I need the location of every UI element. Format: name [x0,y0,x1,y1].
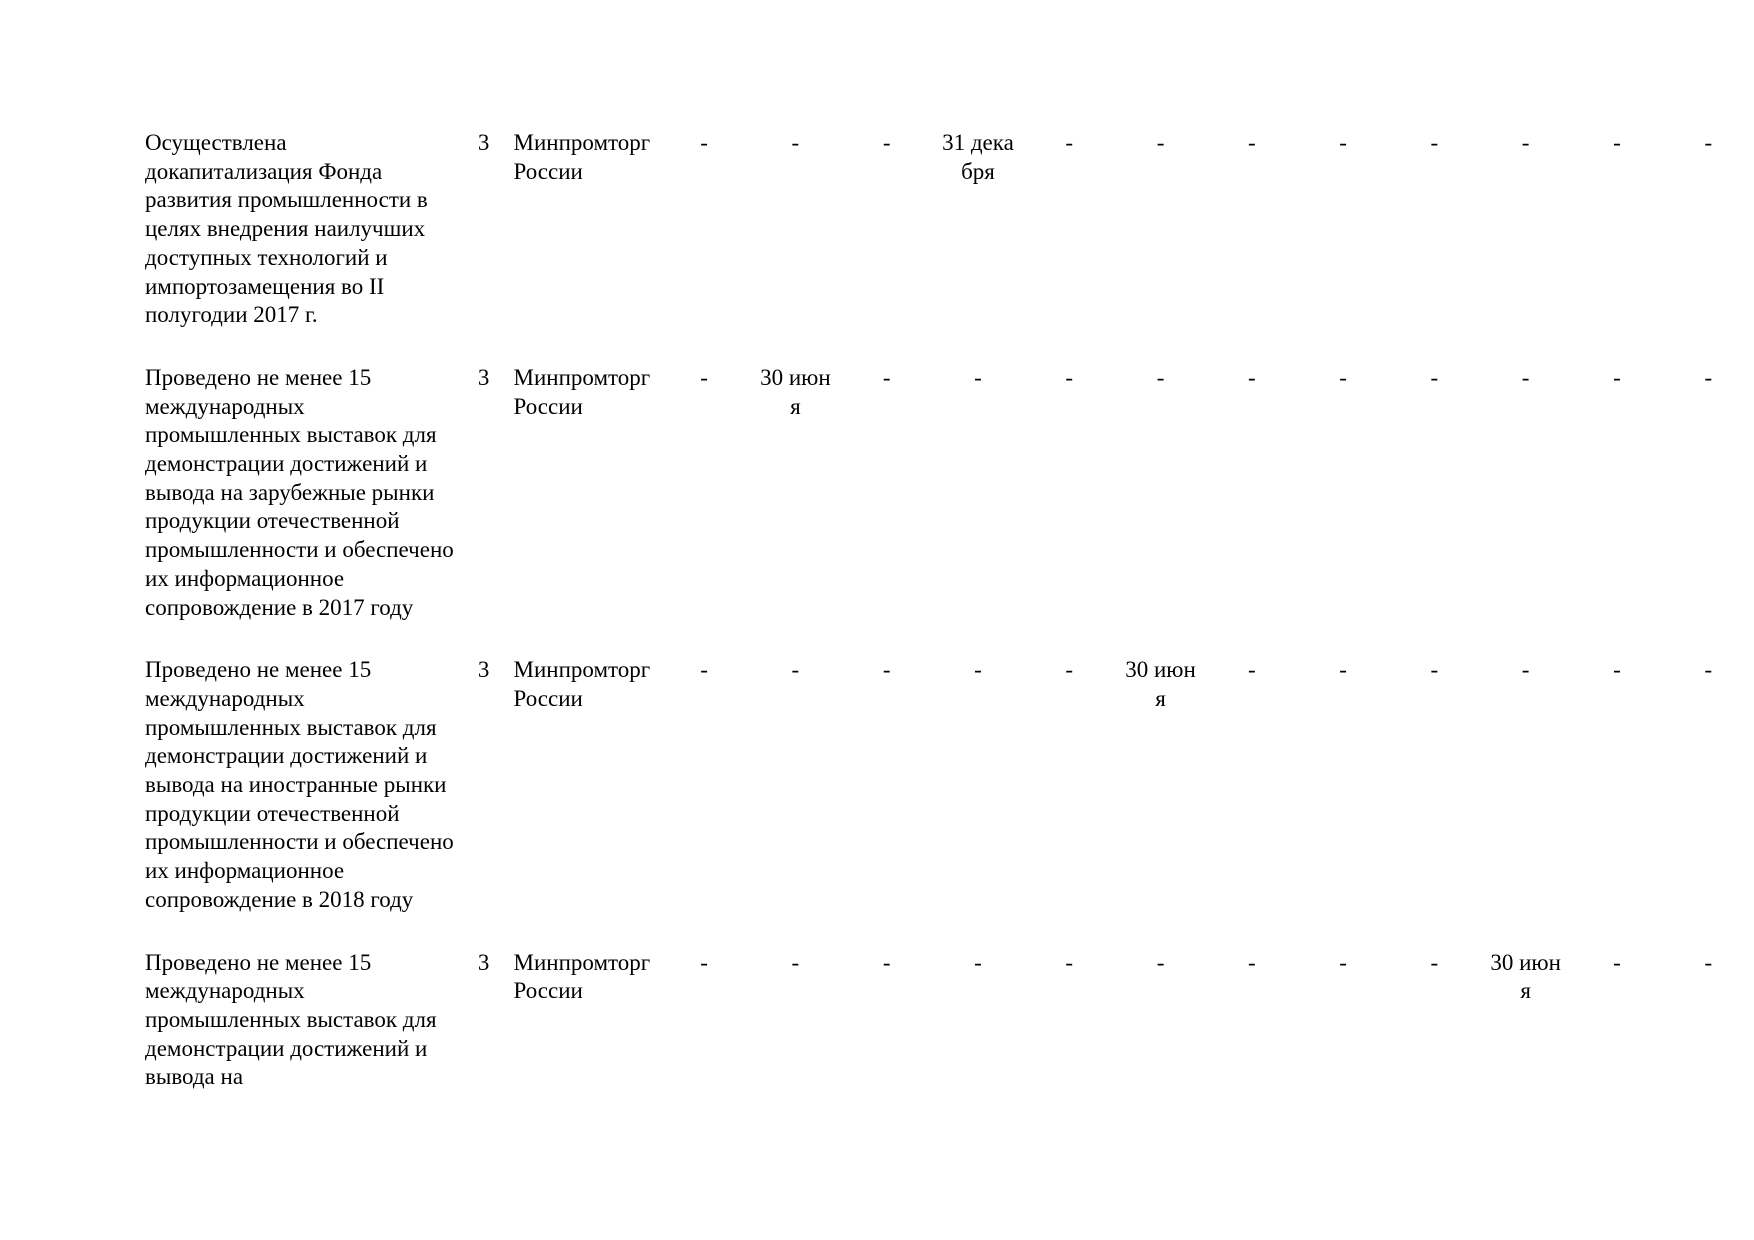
period-cell [1206,364,1297,656]
period-cell [1480,949,1571,1127]
responsible-cell: Минпромторг России [513,130,651,184]
period-cell [1297,949,1388,1127]
period-cell [932,656,1023,948]
event-name-cell: Осуществлена докапитализация Фонда развития промышленности в целях внедрения наилучших доступных технологий и импортозамещения во II полугодии 2017 г. [145,130,428,328]
period-value: - [1430,130,1439,155]
period-value: - [1247,364,1256,390]
period-value: - [1156,949,1165,975]
period-value: - [1613,949,1621,975]
period-cell [658,949,749,1127]
period-cell [1024,129,1115,364]
period-cell [658,656,749,948]
control-level-cell: 3 [477,949,490,975]
table-row [140,364,1754,656]
period-cell [1571,129,1662,364]
period-value: - [1704,949,1713,975]
period-value: - [1430,949,1439,975]
period-value: - [882,949,891,975]
period-value: - [1065,949,1074,975]
period-value: - [1430,364,1439,390]
period-value: - [791,657,800,683]
control-level-cell: 3 [477,130,490,155]
period-value: - [974,657,982,683]
table-row [140,949,1754,1127]
period-cell [658,129,749,364]
period-cell [1297,364,1388,656]
period-cell [1024,656,1115,948]
period-value: - [1704,657,1713,683]
period-cell [750,129,841,364]
event-name-cell: Проведено не менее 15 международных промышленных выставок для демонстрации достижений и вывода на иностранные рынки продукции отечественной промышленности и обеспечено их информационное сопровождение в 2018 году [145,657,454,912]
period-cell [1663,129,1754,364]
period-value: 30 июня [1125,657,1196,711]
period-value: - [700,949,708,975]
period-cell [1206,129,1297,364]
period-cell [932,364,1023,656]
period-cell [1480,129,1571,364]
period-value: - [700,364,708,390]
table-row [140,129,1754,364]
period-cell [658,364,749,656]
responsible-cell: Минпромторг России [513,364,651,419]
period-cell [750,656,841,948]
period-cell [841,364,932,656]
period-value: - [1521,364,1530,390]
period-cell [1389,656,1480,948]
period-value: - [1521,130,1530,155]
period-cell [1024,949,1115,1127]
control-level-cell: 3 [477,364,490,390]
period-cell [1663,949,1754,1127]
period-value: - [1430,657,1439,683]
period-cell [1663,656,1754,948]
period-value: - [1613,364,1621,390]
period-value: - [1339,364,1347,390]
event-name-cell: Проведено не менее 15 международных промышленных выставок для демонстрации достижений и вывода на [145,949,437,1090]
period-cell [1115,949,1206,1127]
period-cell [932,129,1023,364]
period-value: 31 декабря [942,130,1014,184]
period-cell [1024,364,1115,656]
period-cell [1389,129,1480,364]
period-value: - [882,364,891,390]
period-cell [1571,364,1662,656]
period-value: - [1339,657,1347,683]
period-cell [1115,656,1206,948]
period-value: - [974,364,982,390]
period-cell [1115,129,1206,364]
period-cell [841,656,932,948]
period-value: - [791,949,800,975]
period-value: - [700,130,708,155]
period-cell [932,949,1023,1127]
period-cell [1206,656,1297,948]
period-value: - [882,130,891,155]
period-cell [1206,949,1297,1127]
period-value: - [1247,130,1256,155]
period-value: - [1247,949,1256,975]
period-value: - [1065,130,1074,155]
period-cell [1663,364,1754,656]
period-value: - [1339,949,1347,975]
control-points-table [140,129,1754,1126]
period-value: 30 июня [760,364,831,419]
period-value: - [1247,657,1256,683]
period-value: - [1521,657,1530,683]
period-value: - [791,130,800,155]
period-cell [1389,364,1480,656]
period-cell [1389,949,1480,1127]
period-value: 30 июня [1490,949,1561,1004]
period-value: - [1704,364,1713,390]
period-cell [1480,364,1571,656]
period-value: - [1613,657,1621,683]
period-value: - [1704,130,1713,155]
period-value: - [1156,364,1165,390]
period-cell [750,949,841,1127]
responsible-cell: Минпромторг России [513,949,651,1004]
period-value: - [1339,130,1347,155]
period-value: - [882,657,891,683]
table-row [140,656,1754,948]
period-value: - [974,949,982,975]
period-cell [841,949,932,1127]
period-value: - [1613,130,1621,155]
control-level-cell: 3 [477,657,490,683]
period-cell [1297,656,1388,948]
period-value: - [1065,364,1074,390]
period-value: - [700,657,708,683]
responsible-cell: Минпромторг России [513,657,651,711]
period-cell [1571,656,1662,948]
period-value: - [1156,130,1165,155]
period-cell [1571,949,1662,1127]
period-cell [750,364,841,656]
period-cell [841,129,932,364]
period-cell [1297,129,1388,364]
period-cell [1115,364,1206,656]
period-cell [1480,656,1571,948]
period-value: - [1065,657,1074,683]
event-name-cell: Проведено не менее 15 международных промышленных выставок для демонстрации достижений и вывода на зарубежные рынки продукции отечественной промышленности и обеспечено их информационное сопровождение в 2017 году [145,364,454,620]
